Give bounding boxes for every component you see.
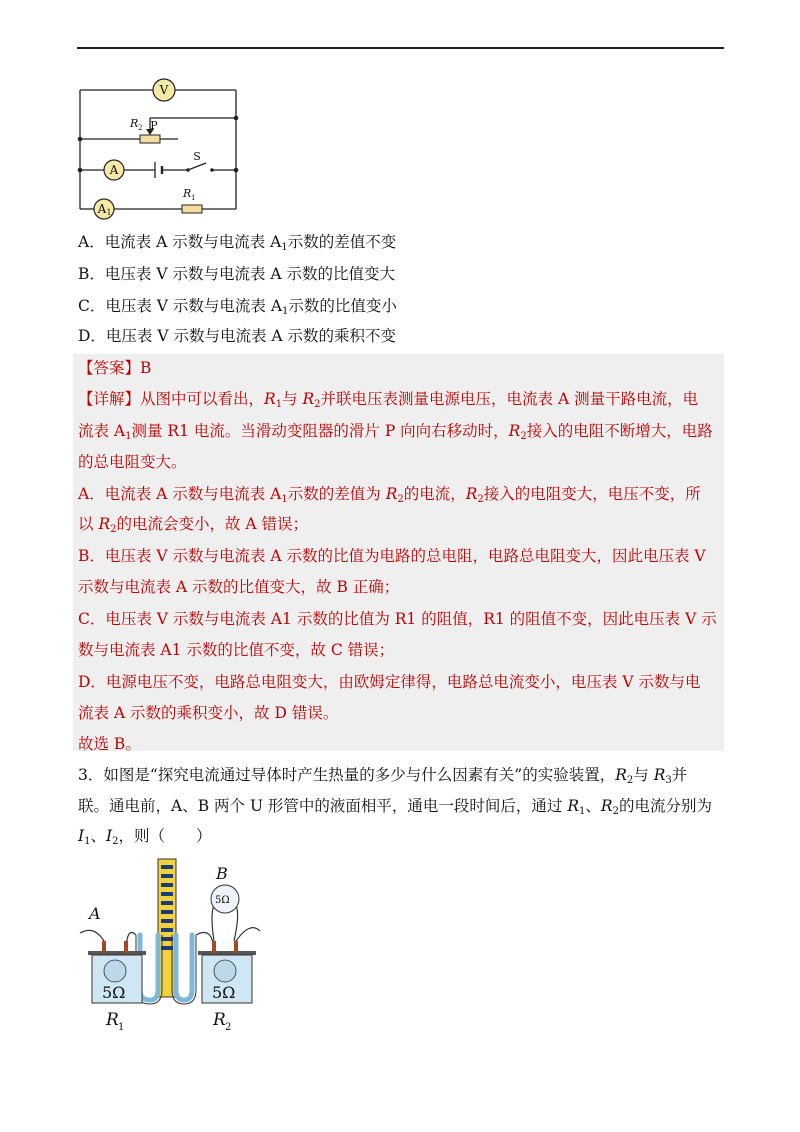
explain-line-5: 以 $R_2$的电流会变小，故 A 错误； [78, 515, 309, 535]
resistor-label: R [183, 187, 192, 200]
resistor-sub: 1 [191, 194, 196, 202]
switch-label: S [193, 150, 201, 163]
option-a-sub: 1 [281, 242, 288, 253]
explain-line-10: D．电源电压不变，电路总电阻变大，由欧姆定律得，电路总电流变小，电压表 V 示数与电 [78, 673, 701, 691]
r1-sub: 1 [118, 1022, 125, 1033]
r2-label: R [213, 1010, 226, 1030]
explain-line-4: A．电流表 A 示数与电流表 $A_1$示数的差值为 $R_2$的电流，$R_2$接入的电阻变大，电压不变，所 [78, 485, 701, 505]
rheostat-label: R [130, 117, 139, 130]
voltmeter-label: V [159, 83, 169, 97]
ammeter-label: A [109, 163, 119, 177]
option-a-text-2: 示数的差值不变 [287, 233, 397, 251]
answer-line: 【答案】B [78, 359, 152, 377]
explain-line-3: 的总电阻变大。 [78, 453, 187, 471]
resistor-left-label: 5Ω [102, 983, 126, 1002]
explain-line-12: 故选 B。 [78, 735, 141, 753]
explain-line-1: 【详解】从图中可以看出，$R_1$与 $R_2$并联电压表测量电源电压，电流表 A 测量干路电流，电 [78, 390, 699, 410]
ammeter1-label: A [97, 202, 107, 216]
option-c-sub: 1 [282, 306, 289, 317]
explain-line-11: 流表 A 示数的乘积变小，故 D 错误。 [78, 704, 339, 722]
option-c-text-2: 示数的比值变小 [288, 297, 397, 315]
option-b [78, 264, 395, 284]
label-a: A [89, 904, 101, 923]
ammeter1-sub: 1 [106, 208, 112, 217]
option-d [78, 326, 396, 346]
rheostat-sub: 2 [138, 124, 143, 132]
experiment-apparatus [74, 855, 274, 1040]
question3-line-1: 3．如图是“探究电流通过导体时产生热量的多少与什么因素有关”的实验装置，$R_2$与 $R_3$并 [78, 766, 688, 786]
slider-label: P [150, 119, 158, 132]
r1-label: R [106, 1010, 119, 1030]
label-b: B [216, 864, 228, 883]
option-a [78, 232, 396, 258]
option-c [78, 296, 397, 322]
question3-line-3: $I_1$、$I_2$，则（ ） [78, 827, 212, 847]
r2-sub: 2 [225, 1022, 232, 1033]
explain-line-9: 数与电流表 A1 示数的比值不变，故 C 错误； [78, 641, 395, 659]
resistor-right-label: 5Ω [212, 983, 236, 1002]
option-b-text: B．电压表 V 示数与电流表 A 示数的比值变大 [78, 265, 395, 283]
question3-line-2: 联。通电前，A、B 两个 U 形管中的液面相平，通电一段时间后，通过 $R_1$、$R_2$的电流分别为 [78, 797, 712, 817]
resistor-b-label: 5Ω [215, 895, 230, 906]
header-rule [77, 47, 724, 49]
circuit-diagram [70, 72, 250, 220]
explain-line-8: C．电压表 V 示数与电流表 A1 示数的比值为 R1 的阻值，R1 的阻值不变，因此电压表 V 示 [78, 610, 717, 628]
option-c-text: C．电压表 V 示数与电流表 A [78, 297, 283, 315]
explain-line-6: B．电压表 V 示数与电流表 A 示数的比值为电路的总电阻，电路总电阻变大，因此电压表 V [78, 547, 706, 565]
explain-line-7: 示数与电流表 A 示数的比值变大，故 B 正确； [78, 578, 400, 596]
option-d-text: D．电压表 V 示数与电流表 A 示数的乘积不变 [78, 327, 397, 345]
option-a-text: A．电流表 A 示数与电流表 A [78, 233, 282, 251]
explain-line-2: 流表 $A_1$测量 R1 电流。当滑动变阻器的滑片 P 向向右移动时，$R_2$接入的电阻不断增大，电路 [78, 422, 713, 442]
